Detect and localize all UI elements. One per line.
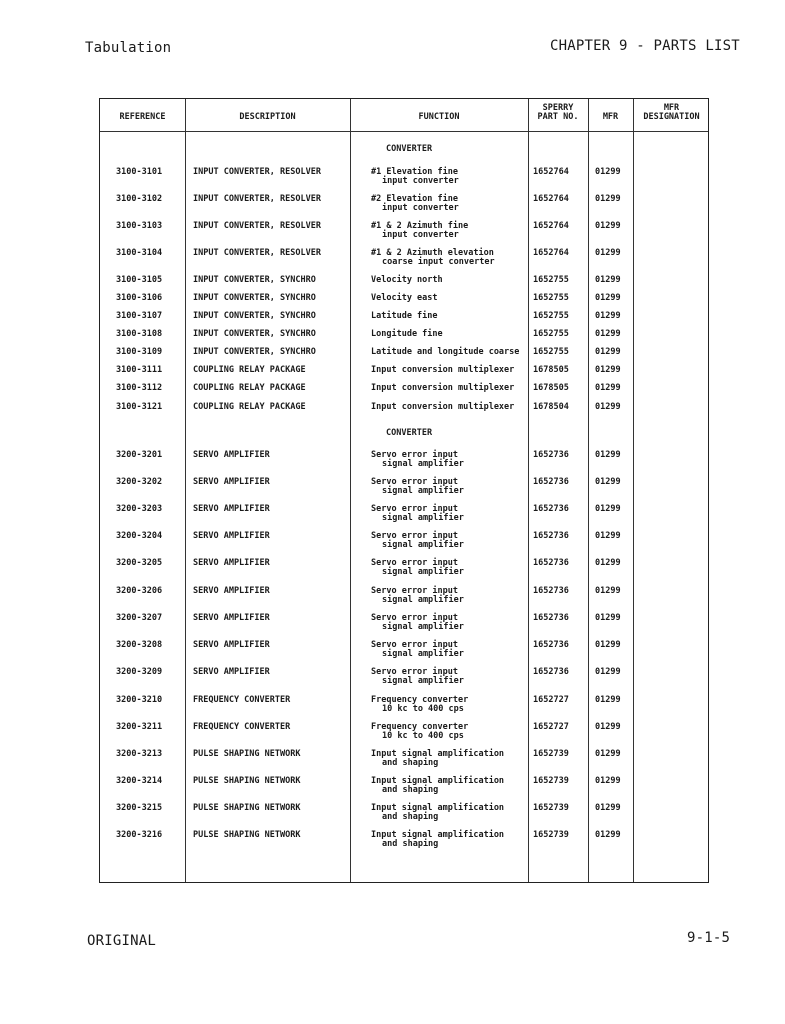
table-row xyxy=(100,195,710,221)
cell-description: INPUT CONVERTER, SYNCHRO xyxy=(193,311,316,321)
table-row xyxy=(100,403,710,429)
cell-part-number: 1652736 xyxy=(533,504,569,514)
cell-description: PULSE SHAPING NETWORK xyxy=(193,749,301,759)
cell-reference: 3200-3216 xyxy=(116,830,163,840)
cell-reference: 3200-3214 xyxy=(116,776,163,786)
cell-description: FREQUENCY CONVERTER xyxy=(193,695,291,705)
cell-function xyxy=(371,668,464,686)
cell-function xyxy=(371,696,468,714)
cell-function-line1: Servo error input xyxy=(371,558,458,568)
cell-mfr: 01299 xyxy=(595,167,621,177)
cell-function-line1: #1 Elevation fine xyxy=(371,167,458,177)
cell-function-line1: Servo error input xyxy=(371,613,458,623)
cell-part-number: 1678504 xyxy=(533,402,569,412)
cell-function xyxy=(371,312,438,321)
cell-reference: 3200-3207 xyxy=(116,613,163,623)
cell-function-line1: Input conversion multiplexer xyxy=(371,402,515,412)
cell-mfr: 01299 xyxy=(595,275,621,285)
cell-mfr: 01299 xyxy=(595,667,621,677)
cell-description: PULSE SHAPING NETWORK xyxy=(193,830,301,840)
cell-description: SERVO AMPLIFIER xyxy=(193,613,270,623)
cell-mfr: 01299 xyxy=(595,365,621,375)
cell-reference: 3200-3203 xyxy=(116,504,163,514)
col-head-mfr-desig-line1: MFR xyxy=(663,103,680,113)
cell-mfr: 01299 xyxy=(595,558,621,568)
cell-part-number: 1652736 xyxy=(533,586,569,596)
cell-function xyxy=(371,403,514,412)
cell-function-line2: signal amplifier xyxy=(382,540,464,550)
cell-reference: 3200-3215 xyxy=(116,803,163,813)
cell-function xyxy=(371,249,495,267)
cell-description: INPUT CONVERTER, RESOLVER xyxy=(193,248,321,258)
cell-mfr: 01299 xyxy=(595,383,621,393)
cell-mfr: 01299 xyxy=(595,640,621,650)
col-head-part xyxy=(528,104,588,122)
cell-mfr: 01299 xyxy=(595,248,621,258)
cell-mfr: 01299 xyxy=(595,531,621,541)
cell-function xyxy=(371,294,438,303)
table-row xyxy=(100,222,710,248)
cell-part-number: 1652764 xyxy=(533,167,569,177)
cell-mfr: 01299 xyxy=(595,347,621,357)
cell-description: COUPLING RELAY PACKAGE xyxy=(193,402,306,412)
cell-part-number: 1652755 xyxy=(533,293,569,303)
cell-function-line1: Frequency converter xyxy=(371,722,469,732)
cell-function-line1: Servo error input xyxy=(371,586,458,596)
cell-mfr: 01299 xyxy=(595,803,621,813)
cell-part-number: 1652755 xyxy=(533,329,569,339)
cell-part-number: 1652755 xyxy=(533,275,569,285)
table-row xyxy=(100,804,710,830)
col-head-reference: REFERENCE xyxy=(119,112,166,122)
cell-description: COUPLING RELAY PACKAGE xyxy=(193,383,306,393)
cell-mfr: 01299 xyxy=(595,194,621,204)
cell-reference: 3100-3109 xyxy=(116,347,163,357)
col-head-function: FUNCTION xyxy=(418,112,460,122)
cell-reference: 3100-3104 xyxy=(116,248,163,258)
cell-description: FREQUENCY CONVERTER xyxy=(193,722,291,732)
cell-function xyxy=(371,723,468,741)
cell-description: INPUT CONVERTER, RESOLVER xyxy=(193,194,321,204)
cell-part-number: 1652739 xyxy=(533,776,569,786)
cell-part-number: 1652755 xyxy=(533,311,569,321)
cell-part-number: 1652739 xyxy=(533,830,569,840)
table-row xyxy=(100,505,710,531)
cell-part-number: 1652727 xyxy=(533,722,569,732)
cell-mfr: 01299 xyxy=(595,293,621,303)
cell-description: PULSE SHAPING NETWORK xyxy=(193,803,301,813)
cell-function xyxy=(371,366,514,375)
table-row xyxy=(100,723,710,749)
cell-function xyxy=(371,641,464,659)
cell-function xyxy=(371,505,464,523)
cell-reference: 3100-3107 xyxy=(116,311,163,321)
cell-reference: 3100-3105 xyxy=(116,275,163,285)
cell-function-line2: signal amplifier xyxy=(382,486,464,496)
cell-part-number: 1652764 xyxy=(533,221,569,231)
cell-mfr: 01299 xyxy=(595,311,621,321)
table-row xyxy=(100,750,710,776)
cell-function-line2: input converter xyxy=(382,203,459,213)
cell-function xyxy=(371,559,464,577)
cell-function xyxy=(371,532,464,550)
table-row xyxy=(100,587,710,613)
cell-function xyxy=(371,195,459,213)
cell-reference: 3100-3106 xyxy=(116,293,163,303)
cell-description: COUPLING RELAY PACKAGE xyxy=(193,365,306,375)
cell-description: INPUT CONVERTER, RESOLVER xyxy=(193,221,321,231)
cell-function xyxy=(371,276,443,285)
cell-mfr: 01299 xyxy=(595,613,621,623)
cell-description: INPUT CONVERTER, RESOLVER xyxy=(193,167,321,177)
cell-description: SERVO AMPLIFIER xyxy=(193,450,270,460)
cell-function-line2: 10 kc to 400 cps xyxy=(382,704,464,714)
cell-reference: 3200-3211 xyxy=(116,722,163,732)
cell-function-line1: Latitude and longitude coarse xyxy=(371,347,520,357)
cell-mfr: 01299 xyxy=(595,749,621,759)
page-footer-left: ORIGINAL xyxy=(87,933,157,949)
cell-function-line1: Velocity east xyxy=(371,293,438,303)
cell-mfr: 01299 xyxy=(595,776,621,786)
cell-mfr: 01299 xyxy=(595,402,621,412)
cell-part-number: 1652736 xyxy=(533,450,569,460)
table-row xyxy=(100,831,710,857)
cell-mfr: 01299 xyxy=(595,477,621,487)
cell-function-line2: 10 kc to 400 cps xyxy=(382,731,464,741)
table-row xyxy=(100,696,710,722)
cell-function-line2: and shaping xyxy=(382,785,439,795)
header-rule xyxy=(100,131,708,132)
cell-function xyxy=(371,384,514,393)
table-row xyxy=(100,451,710,477)
cell-reference: 3200-3208 xyxy=(116,640,163,650)
cell-reference: 3200-3202 xyxy=(116,477,163,487)
cell-part-number: 1678505 xyxy=(533,383,569,393)
cell-reference: 3100-3111 xyxy=(116,365,163,375)
cell-part-number: 1678505 xyxy=(533,365,569,375)
section-heading: CONVERTER xyxy=(386,144,433,154)
table-row xyxy=(100,168,710,194)
cell-function-line1: Velocity north xyxy=(371,275,443,285)
cell-function xyxy=(371,478,464,496)
table-row xyxy=(100,532,710,558)
cell-description: INPUT CONVERTER, SYNCHRO xyxy=(193,329,316,339)
cell-part-number: 1652764 xyxy=(533,194,569,204)
cell-function-line2: signal amplifier xyxy=(382,513,464,523)
cell-function-line1: Servo error input xyxy=(371,477,458,487)
cell-function-line1: Servo error input xyxy=(371,450,458,460)
cell-part-number: 1652736 xyxy=(533,667,569,677)
col-head-description: DESCRIPTION xyxy=(239,112,296,122)
cell-reference: 3200-3213 xyxy=(116,749,163,759)
cell-function-line2: signal amplifier xyxy=(382,649,464,659)
cell-mfr: 01299 xyxy=(595,329,621,339)
table-row xyxy=(100,777,710,803)
cell-mfr: 01299 xyxy=(595,695,621,705)
cell-mfr: 01299 xyxy=(595,504,621,514)
parts-table xyxy=(99,98,709,883)
section-heading: CONVERTER xyxy=(386,428,433,438)
cell-reference: 3100-3121 xyxy=(116,402,163,412)
cell-part-number: 1652736 xyxy=(533,531,569,541)
cell-part-number: 1652727 xyxy=(533,695,569,705)
cell-mfr: 01299 xyxy=(595,722,621,732)
cell-description: SERVO AMPLIFIER xyxy=(193,667,270,677)
cell-reference: 3200-3209 xyxy=(116,667,163,677)
table-row xyxy=(100,559,710,585)
cell-function-line1: Input signal amplification xyxy=(371,776,505,786)
cell-description: SERVO AMPLIFIER xyxy=(193,504,270,514)
cell-part-number: 1652764 xyxy=(533,248,569,258)
table-row xyxy=(100,249,710,275)
cell-function-line1: Input signal amplification xyxy=(371,749,505,759)
cell-function xyxy=(371,451,464,469)
cell-function-line2: signal amplifier xyxy=(382,595,464,605)
cell-function-line1: Longitude fine xyxy=(371,329,443,339)
cell-part-number: 1652739 xyxy=(533,803,569,813)
cell-part-number: 1652739 xyxy=(533,749,569,759)
cell-function-line1: #1 & 2 Azimuth elevation xyxy=(371,248,494,258)
cell-function xyxy=(371,804,504,822)
cell-function xyxy=(371,777,504,795)
cell-function-line1: Servo error input xyxy=(371,531,458,541)
page-footer-right: 9-1-5 xyxy=(687,930,731,946)
table-row xyxy=(100,478,710,504)
cell-function-line1: Servo error input xyxy=(371,667,458,677)
cell-function-line2: coarse input converter xyxy=(382,257,495,267)
cell-function-line2: signal amplifier xyxy=(382,676,464,686)
cell-function-line1: Servo error input xyxy=(371,640,458,650)
cell-reference: 3200-3201 xyxy=(116,450,163,460)
cell-reference: 3100-3103 xyxy=(116,221,163,231)
table-row xyxy=(100,668,710,694)
cell-reference: 3100-3108 xyxy=(116,329,163,339)
cell-reference: 3100-3112 xyxy=(116,383,163,393)
cell-function-line2: and shaping xyxy=(382,839,439,849)
cell-function-line2: signal amplifier xyxy=(382,459,464,469)
col-head-mfr-designation xyxy=(633,104,710,122)
cell-function-line2: and shaping xyxy=(382,812,439,822)
cell-reference: 3100-3101 xyxy=(116,167,163,177)
col-head-part-line2: PART NO. xyxy=(537,112,579,122)
cell-function-line1: Input signal amplification xyxy=(371,803,505,813)
cell-part-number: 1652736 xyxy=(533,477,569,487)
cell-reference: 3200-3210 xyxy=(116,695,163,705)
cell-part-number: 1652736 xyxy=(533,640,569,650)
cell-function-line1: Servo error input xyxy=(371,504,458,514)
cell-function-line2: input converter xyxy=(382,176,459,186)
cell-function xyxy=(371,222,468,240)
cell-description: SERVO AMPLIFIER xyxy=(193,531,270,541)
cell-part-number: 1652755 xyxy=(533,347,569,357)
cell-function-line1: Input signal amplification xyxy=(371,830,505,840)
cell-function-line1: #2 Elevation fine xyxy=(371,194,458,204)
cell-reference: 3100-3102 xyxy=(116,194,163,204)
cell-function-line2: input converter xyxy=(382,230,459,240)
cell-reference: 3200-3205 xyxy=(116,558,163,568)
table-row xyxy=(100,614,710,640)
cell-description: SERVO AMPLIFIER xyxy=(193,477,270,487)
cell-function xyxy=(371,831,504,849)
page-header-left: Tabulation xyxy=(85,40,172,56)
cell-mfr: 01299 xyxy=(595,586,621,596)
cell-part-number: 1652736 xyxy=(533,558,569,568)
cell-function xyxy=(371,614,464,632)
cell-function xyxy=(371,750,504,768)
cell-function xyxy=(371,330,443,339)
cell-description: INPUT CONVERTER, SYNCHRO xyxy=(193,293,316,303)
cell-function-line1: Input conversion multiplexer xyxy=(371,383,515,393)
col-head-mfr: MFR xyxy=(602,112,619,122)
page-header-right: CHAPTER 9 - PARTS LIST xyxy=(550,38,740,54)
col-head-mfr-desig-line2: DESIGNATION xyxy=(643,112,700,122)
cell-part-number: 1652736 xyxy=(533,613,569,623)
cell-reference: 3200-3206 xyxy=(116,586,163,596)
cell-description: PULSE SHAPING NETWORK xyxy=(193,776,301,786)
cell-reference: 3200-3204 xyxy=(116,531,163,541)
cell-description: SERVO AMPLIFIER xyxy=(193,558,270,568)
cell-function-line2: signal amplifier xyxy=(382,622,464,632)
cell-function xyxy=(371,587,464,605)
col-head-part-line1: SPERRY xyxy=(542,103,574,113)
cell-function-line1: Frequency converter xyxy=(371,695,469,705)
cell-function-line1: Input conversion multiplexer xyxy=(371,365,515,375)
cell-description: SERVO AMPLIFIER xyxy=(193,640,270,650)
cell-function-line1: #1 & 2 Azimuth fine xyxy=(371,221,469,231)
cell-function-line2: and shaping xyxy=(382,758,439,768)
cell-function-line1: Latitude fine xyxy=(371,311,438,321)
cell-mfr: 01299 xyxy=(595,450,621,460)
cell-function xyxy=(371,348,519,357)
cell-mfr: 01299 xyxy=(595,830,621,840)
cell-mfr: 01299 xyxy=(595,221,621,231)
cell-description: INPUT CONVERTER, SYNCHRO xyxy=(193,347,316,357)
table-row xyxy=(100,641,710,667)
cell-function-line2: signal amplifier xyxy=(382,567,464,577)
cell-description: SERVO AMPLIFIER xyxy=(193,586,270,596)
cell-description: INPUT CONVERTER, SYNCHRO xyxy=(193,275,316,285)
cell-function xyxy=(371,168,459,186)
